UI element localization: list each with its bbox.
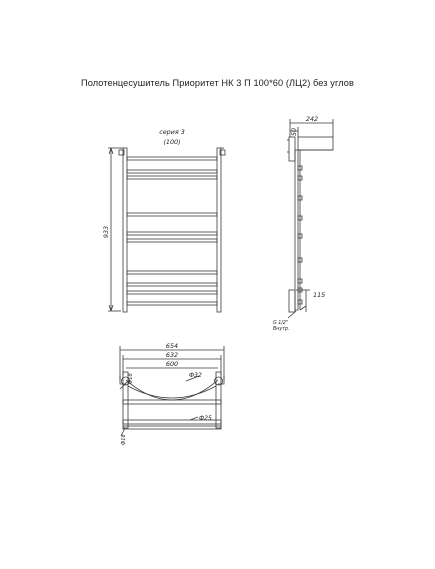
tube-diameter-right-label: Ф25 xyxy=(199,415,212,422)
wall-bracket-top xyxy=(289,137,295,161)
side-offset-label: 50 xyxy=(290,127,298,137)
side-view xyxy=(287,119,333,318)
series-sub-label: (100) xyxy=(163,138,181,146)
rung xyxy=(127,271,217,274)
side-width-label: 242 xyxy=(305,115,319,123)
side-shelf xyxy=(298,137,333,150)
dim-632-label: 632 xyxy=(165,351,179,359)
rung xyxy=(127,213,217,216)
side-upright xyxy=(295,150,298,310)
curved-rail-outer xyxy=(126,380,218,400)
dim-654-label: 654 xyxy=(165,342,179,350)
rung xyxy=(127,239,217,242)
curved-rail-inner xyxy=(128,386,216,398)
wall-bracket-bottom xyxy=(289,290,295,312)
rung xyxy=(127,157,217,160)
rung xyxy=(127,232,217,235)
left-upright xyxy=(123,148,127,312)
rung xyxy=(127,302,217,305)
rungs xyxy=(127,157,217,305)
dim-600-label: 600 xyxy=(165,360,179,368)
drawing-title: Полотенцесушитель Приоритет НК 3 П 100*60 (ЛЦ2) без углов xyxy=(81,78,354,88)
height-dimension-label: 933 xyxy=(102,225,110,239)
thread-sub-label: Внутр. xyxy=(273,327,290,332)
rung xyxy=(127,283,217,286)
tube-diameter-left-label: Ф18 xyxy=(128,373,134,384)
tube-diameter-bottom-label: Ф18 xyxy=(121,434,127,445)
rung xyxy=(127,291,217,294)
thread-label: G 1/2" xyxy=(273,321,289,326)
series-label: серия 3 xyxy=(159,128,185,136)
front-view xyxy=(108,148,225,312)
side-bottom-label: 115 xyxy=(313,291,326,299)
rung xyxy=(127,170,217,173)
rung xyxy=(127,176,217,179)
right-upright xyxy=(217,148,221,312)
pipe-diameter-label: Ф32 xyxy=(189,372,202,379)
